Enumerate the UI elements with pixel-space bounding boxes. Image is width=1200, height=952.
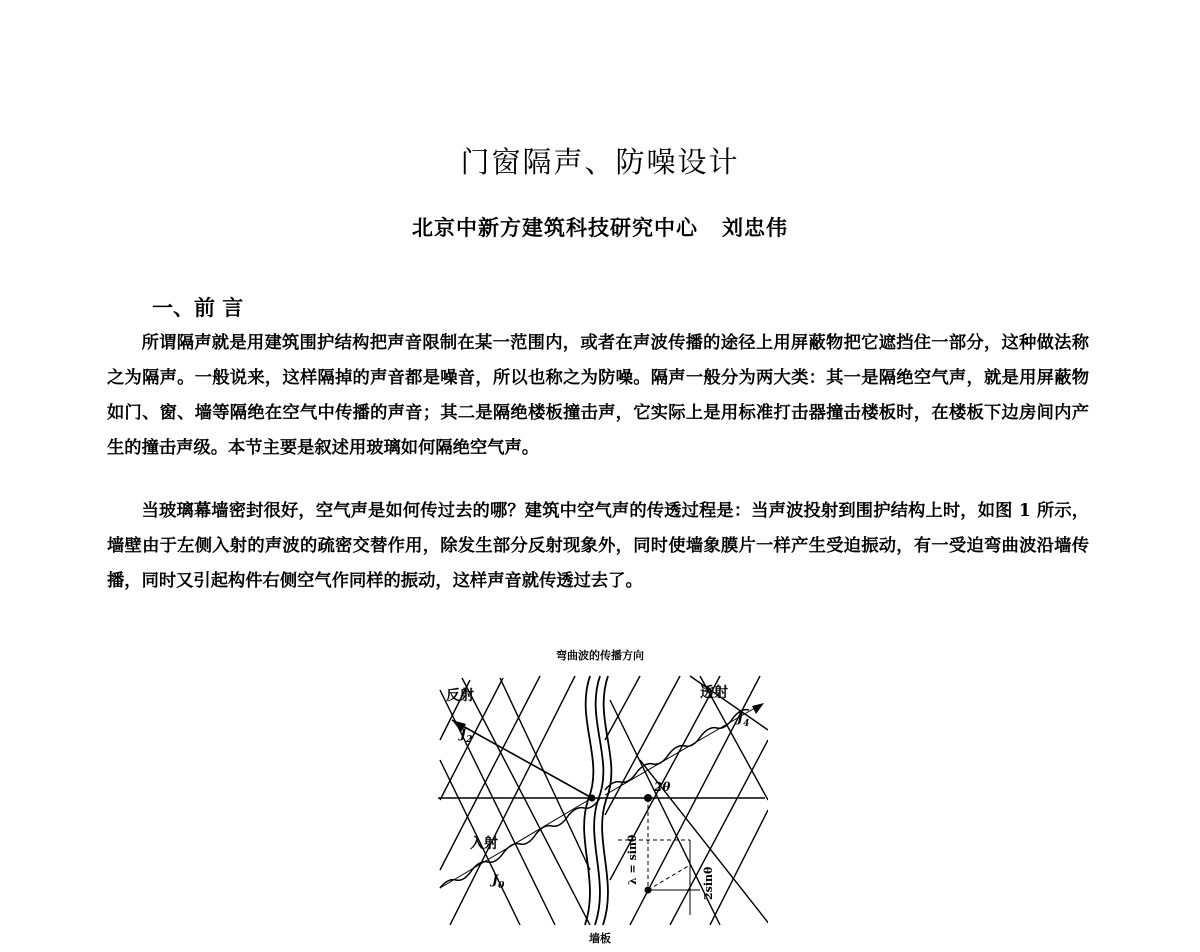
- label-reflect: 反射: [446, 688, 474, 704]
- label-incident: 入射: [470, 836, 498, 852]
- label-two-theta: 2θ: [654, 780, 671, 794]
- author-name: 刘忠伟: [722, 215, 788, 240]
- label-j4: $J_4$: [737, 711, 750, 729]
- incidence-point-dot: [589, 795, 595, 801]
- dimension-dot: [645, 887, 651, 893]
- label-lambda-eq: λ = sinθ: [626, 834, 639, 885]
- transmitted-ray: [605, 710, 749, 790]
- left-wavefront-lines: [440, 676, 590, 925]
- transmitted-arrowhead: [752, 703, 764, 714]
- incident-ray: [440, 798, 600, 888]
- paragraph-1: 所谓隔声就是用建筑围护结构把声音限制在某一范围内，或者在声波传播的途径上用屏蔽物把它遮挡住一部分，这种做法称之为隔声。一般说来，这样隔掉的声音都是噪音，所以也称之为防噪。隔声一般分为两大类：其一是隔绝空气声，就是用屏蔽物如门、窗、墙等隔绝在空气中传播的声音；其二是隔绝楼板撞击声，它实际上是用标准打击器撞击楼板时，在楼板下边房间内产生的撞击声级。本节主要是叙述用玻璃如何隔绝空气声。: [107, 333, 1089, 458]
- label-transmit: 透射: [700, 685, 728, 701]
- label-two-sin: 2sinθ: [702, 866, 715, 900]
- section-heading: 一、前 言: [152, 295, 244, 320]
- incident-ray-guide: [440, 798, 592, 888]
- page-title: 门窗隔声、防噪设计: [460, 145, 740, 179]
- author-org: 北京中新方建筑科技研究中心: [412, 215, 698, 240]
- figure-caption-top: 弯曲波的传播方向: [556, 649, 644, 662]
- label-j2: $J_2$: [460, 727, 473, 745]
- label-j0: $J_0$: [492, 873, 505, 891]
- paragraph-2: 当玻璃幕墙密封很好，空气声是如何传过去的哪？建筑中空气声的传透过程是：当声波投射到围护结构上时，如图 1 所示，墙壁由于左侧入射的声波的疏密交替作用，除发生部分反射现象外，同时使墙象膜片一样产生受迫振动，有一受迫弯曲波沿墙传播，同时又引起构件右侧空气作同样的振动，这样声音就传透过去了。: [107, 501, 1089, 591]
- angle-vertex-dot: [645, 795, 652, 802]
- figure-caption-bottom: 墙板: [589, 932, 611, 945]
